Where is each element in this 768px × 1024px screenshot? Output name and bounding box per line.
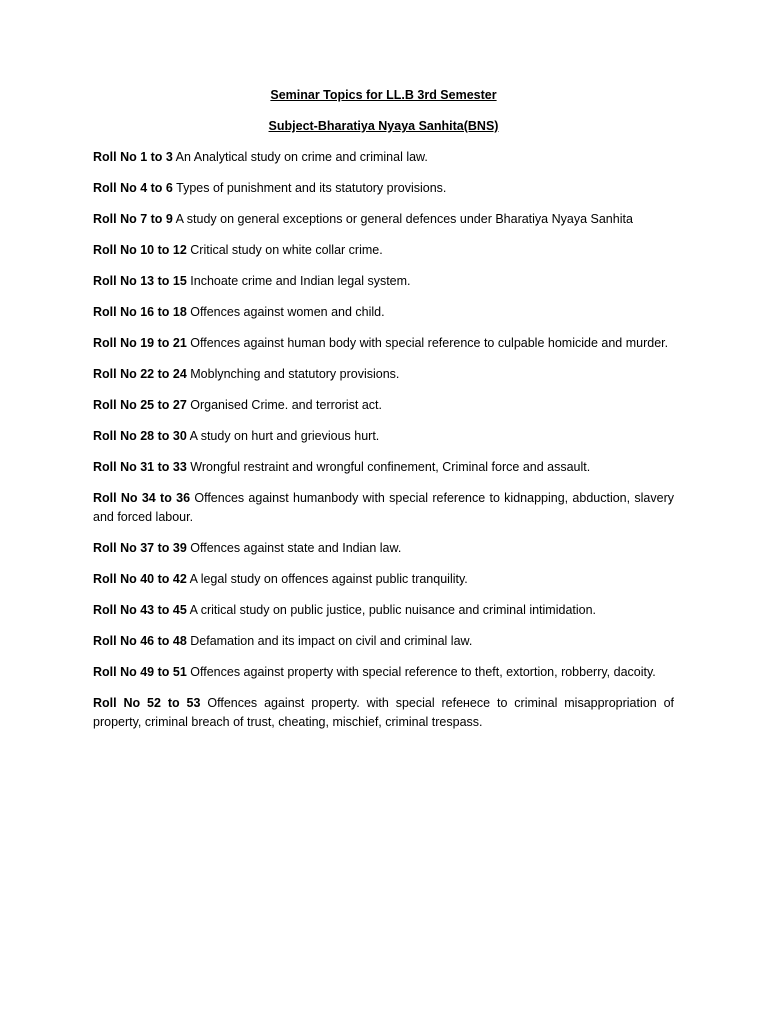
- topic-text: Organised Crime. and terrorist act.: [190, 398, 383, 412]
- roll-range: Roll No 25 to 27: [93, 398, 187, 412]
- topic-text: Wrongful restraint and wrongful confinement, Criminal force and assault.: [190, 460, 591, 474]
- roll-range: Roll No 4 to 6: [93, 181, 173, 195]
- roll-range: Roll No 46 to 48: [93, 634, 187, 648]
- list-item: [93, 210, 674, 229]
- topic-text: Offences against humanbody with special reference to kidnapping, abduction, slavery and forced labour.: [93, 491, 674, 524]
- roll-range: Roll No 13 to 15: [93, 274, 187, 288]
- roll-range: Roll No 40 to 42: [93, 572, 187, 586]
- list-item: [93, 365, 674, 384]
- list-item: [93, 427, 674, 446]
- roll-range: Roll No 49 to 51: [93, 665, 187, 679]
- document-page: [93, 86, 674, 744]
- roll-range: Roll No 19 to 21: [93, 336, 187, 350]
- roll-range: Roll No 52 to 53: [93, 696, 201, 710]
- topic-text: Critical study on white collar crime.: [190, 243, 383, 257]
- list-item: [93, 632, 674, 651]
- roll-range: Roll No 34 to 36: [93, 491, 191, 505]
- topic-text: Types of punishment and its statutory provisions.: [176, 181, 447, 195]
- roll-range: Roll No 16 to 18: [93, 305, 187, 319]
- roll-range: Roll No 43 to 45: [93, 603, 187, 617]
- list-item: [93, 179, 674, 198]
- list-item: [93, 396, 674, 415]
- topic-text: A legal study on offences against public tranquility.: [189, 572, 468, 586]
- list-item: [93, 272, 674, 291]
- topic-text: A critical study on public justice, public nuisance and criminal intimidation.: [189, 603, 597, 617]
- list-item: [93, 489, 674, 527]
- document-title: Seminar Topics for LL.B 3rd Semester: [270, 88, 497, 102]
- list-item: [93, 663, 674, 682]
- list-item: [93, 694, 674, 732]
- roll-range: Roll No 7 to 9: [93, 212, 173, 226]
- topic-text: Offences against state and Indian law.: [190, 541, 402, 555]
- topic-text: Defamation and its impact on civil and criminal law.: [190, 634, 473, 648]
- list-item: [93, 601, 674, 620]
- topic-text: Moblynching and statutory provisions.: [190, 367, 400, 381]
- roll-range: Roll No 10 to 12: [93, 243, 187, 257]
- topic-text: Offences against women and child.: [190, 305, 385, 319]
- topic-text: An Analytical study on crime and criminal law.: [175, 150, 428, 164]
- list-item: [93, 303, 674, 322]
- list-item: [93, 458, 674, 477]
- topic-text: Offences against property with special reference to theft, extortion, robberry, dacoity.: [190, 665, 656, 679]
- topic-text: Offences against property. with special refeнece to criminal misappropriation of property, criminal breach of trust, cheating, mischief, criminal trespass.: [93, 696, 674, 729]
- topic-list: [93, 148, 674, 732]
- roll-range: Roll No 22 to 24: [93, 367, 187, 381]
- topic-text: A study on general exceptions or general defences under Bharatiya Nyaya Sanhita: [175, 212, 633, 226]
- roll-range: Roll No 28 to 30: [93, 429, 187, 443]
- topic-text: Inchoate crime and Indian legal system.: [190, 274, 411, 288]
- list-item: [93, 241, 674, 260]
- list-item: [93, 539, 674, 558]
- roll-range: Roll No 37 to 39: [93, 541, 187, 555]
- document-subject: Subject-Bharatiya Nyaya Sanhita(BNS): [268, 119, 499, 133]
- topic-text: A study on hurt and grievious hurt.: [189, 429, 380, 443]
- roll-range: Roll No 31 to 33: [93, 460, 187, 474]
- list-item: [93, 334, 674, 353]
- roll-range: Roll No 1 to 3: [93, 150, 173, 164]
- topic-text: Offences against human body with special reference to culpable homicide and murder.: [190, 336, 669, 350]
- list-item: [93, 148, 674, 167]
- list-item: [93, 570, 674, 589]
